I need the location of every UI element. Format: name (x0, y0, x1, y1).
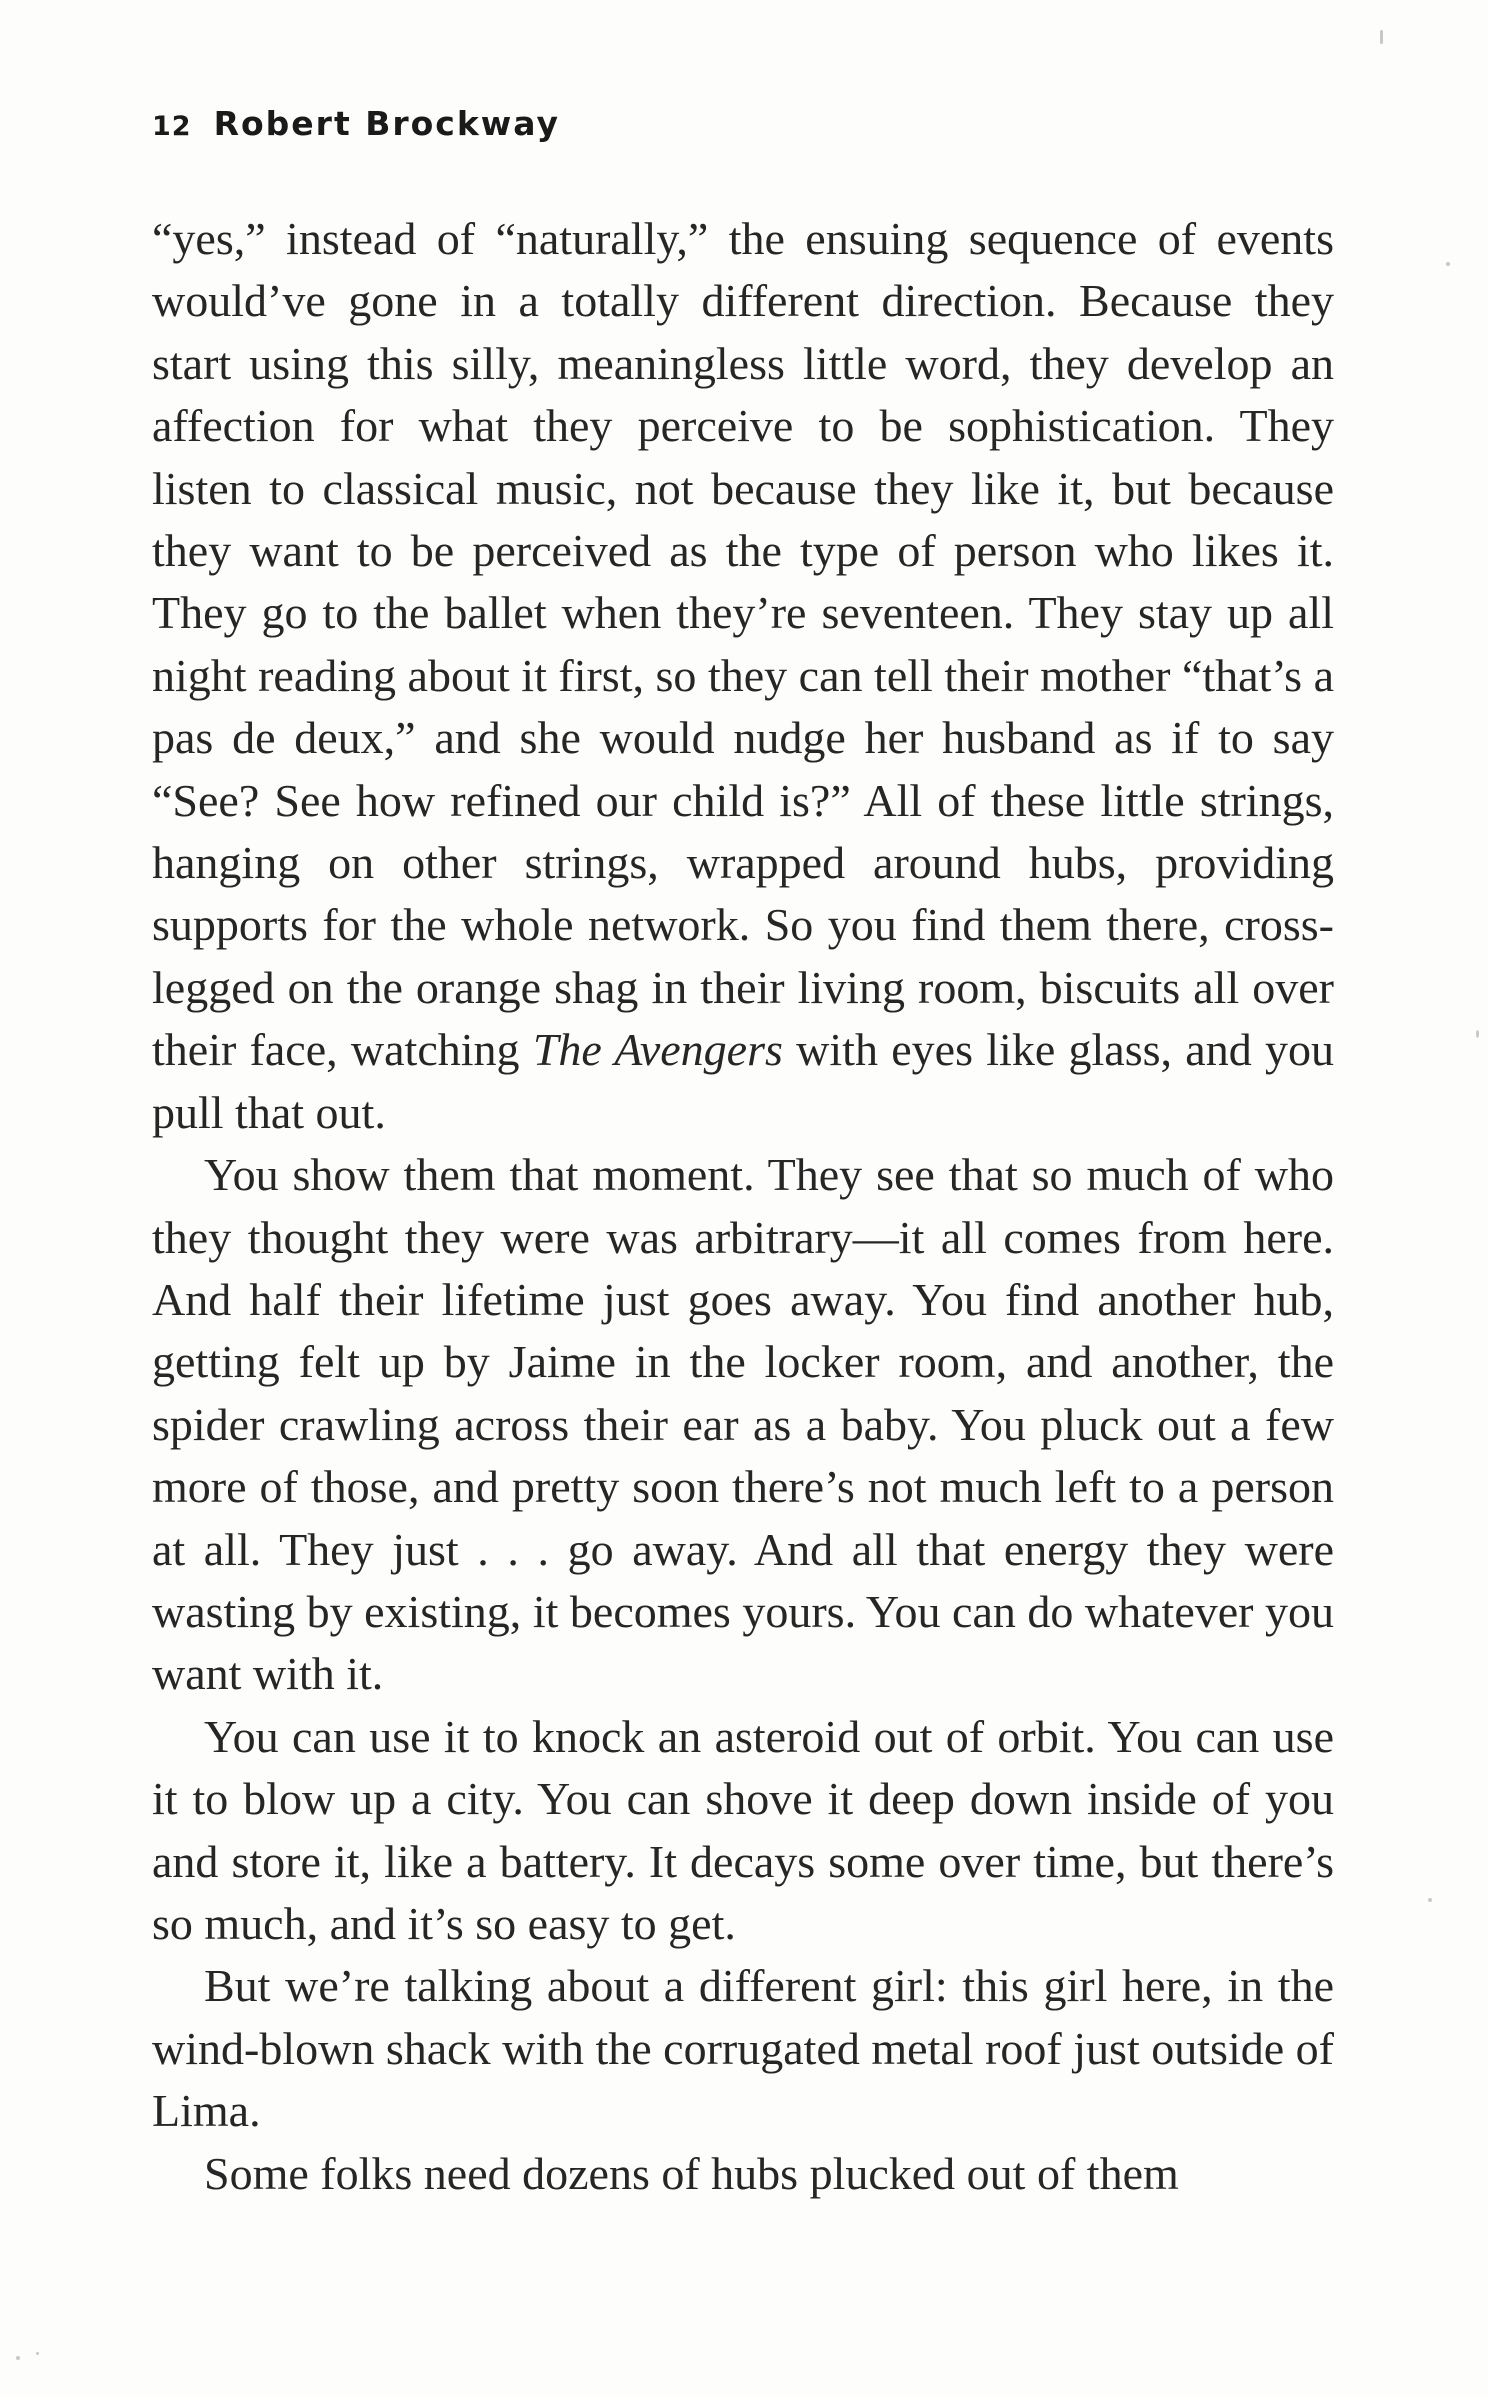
paragraph-2: You show them that moment. They see that so much of who they thought they were was arbitrary—it all comes from here. And half their lifetime just goes away. You find another hub, getting felt up by Jaime in the locker room, and another, the spider crawling across their ear as a baby. You pluck out a few more of those, and pretty soon there’s not much left to a person at all. They just . . . go away. And all that energy they were wasting by existing, it becomes yours. You can do whatever you want with it. (152, 1149, 1334, 1700)
body-text (152, 208, 1334, 2205)
italic-title: The Avengers (532, 1024, 783, 1076)
running-head-author: Robert Brockway (213, 104, 561, 143)
paragraph-1-tail: with eyes like glass, and you pull that out. (152, 1024, 1334, 1138)
scan-speck (36, 2352, 39, 2355)
running-head (152, 104, 560, 143)
scan-speck (1428, 1898, 1432, 1902)
paragraph-4: But we’re talking about a different girl: this girl here, in the wind-blown shack with the corrugated metal roof just outside of Lima. (152, 1960, 1334, 2137)
scan-speck (1380, 30, 1383, 44)
paragraph-1 (152, 208, 1334, 1144)
page-number: 12 (152, 111, 192, 142)
paragraph-1-text: “yes,” instead of “naturally,” the ensuing sequence of events would’ve gone in a totally different direction. Because they start using this silly, meaningless little word, they develop an affection for what they perceive to be sophistication. They listen to classical music, not because they like it, but because they want to be perceived as the type of person who likes it. They go to the ballet when they’re seventeen. They stay up all night reading about it first, so they can tell their mother “that’s a pas de deux,” and she would nudge her husband as if to say “See? See how refined our child is?” All of these little strings, hanging on other strings, wrapped around hubs, providing supports for the whole network. So you find them there, cross-legged on the orange shag in their living room, biscuits all over their face, watching (152, 213, 1334, 1076)
scan-speck (1446, 262, 1450, 266)
scan-speck (16, 2356, 20, 2360)
scan-speck (1476, 1030, 1479, 1038)
paragraph-3: You can use it to knock an asteroid out of orbit. You can use it to blow up a city. You can shove it deep down inside of you and store it, like a battery. It decays some over time, but there’s so much, and it’s so easy to get. (152, 1710, 1334, 1949)
paragraph-5: Some folks need dozens of hubs plucked out of them (204, 2147, 1179, 2199)
